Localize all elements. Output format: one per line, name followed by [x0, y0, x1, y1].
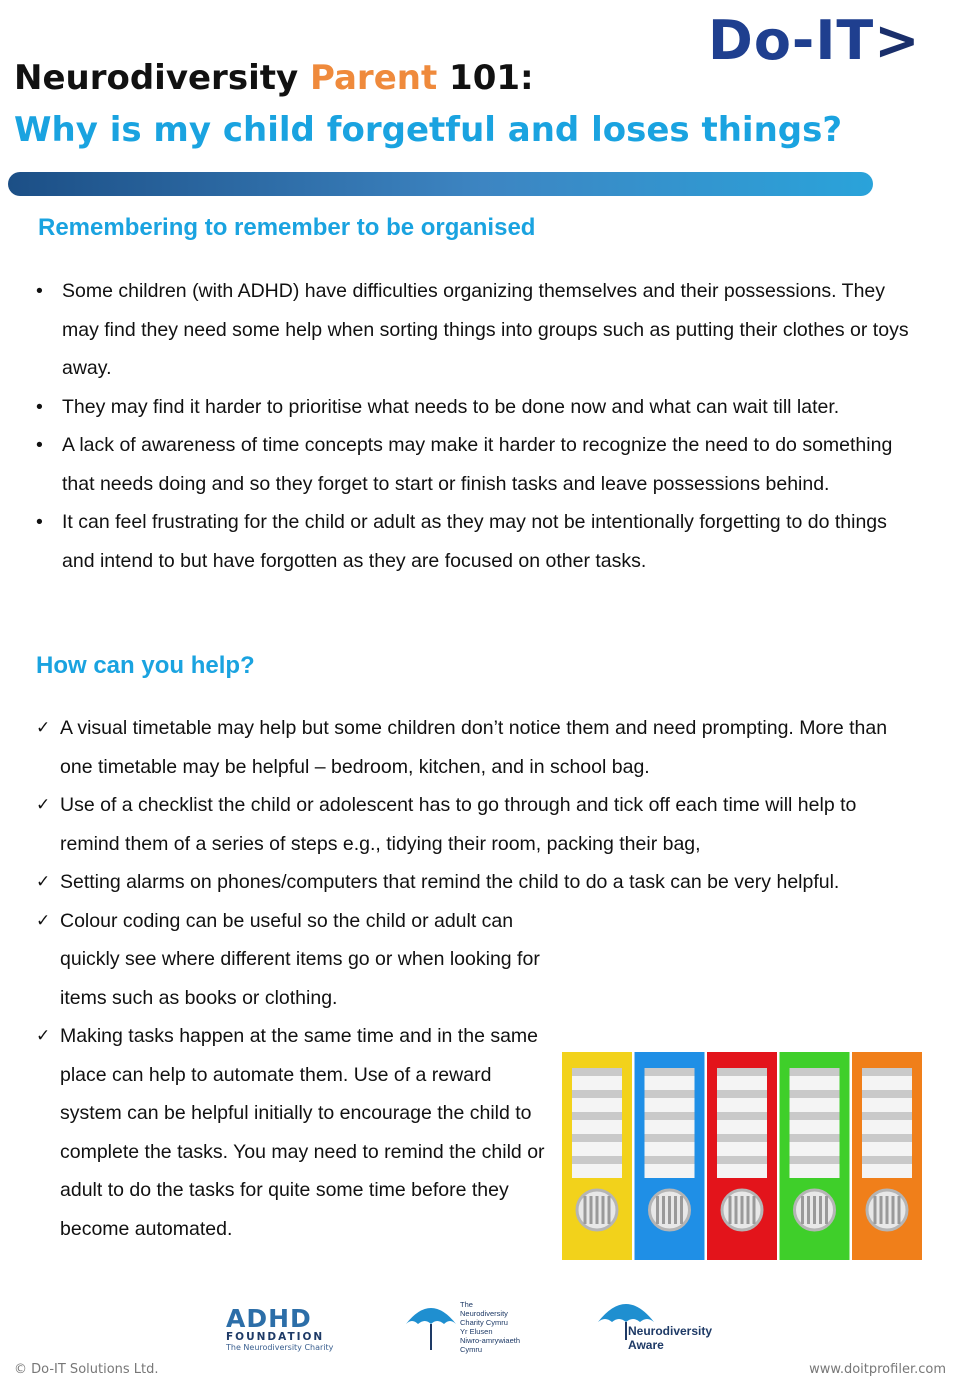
list-item: ✓ Use of a checklist the child or adolescent has to go through and tick off each time will help to remind them of a series of steps e.g., tidying their room, packing their bag,: [36, 786, 910, 863]
aware-logo-line: Neurodiversity: [628, 1324, 713, 1338]
list-item: • Some children (with ADHD) have difficulties organizing themselves and their possessions. They may find they need some help when sorting things into groups such as putting their clothes or toys away.: [36, 272, 916, 388]
binder: [852, 1052, 922, 1260]
difficulties-list: [36, 272, 916, 580]
section-heading-help: How can you help?: [36, 652, 255, 679]
website-link[interactable]: www.doitprofiler.com: [809, 1362, 946, 1377]
neurodiversity-aware-logo: [596, 1292, 713, 1352]
list-item: ✓ A visual timetable may help but some children don’t notice them and need prompting. More than one timetable may be helpful – bedroom, kitchen, and in school bag.: [36, 709, 910, 786]
charity-logo-line: The: [460, 1300, 473, 1309]
page-subtitle: Why is my child forgetful and loses things?: [14, 110, 843, 150]
title-part2: 101:: [437, 58, 534, 98]
list-item: • It can feel frustrating for the child or adult as they may not be intentionally forgetting to do things and intend to but have forgotten as they are focused on other tasks.: [36, 503, 916, 580]
adhd-logo-tagline: The Neurodiversity Charity: [226, 1343, 334, 1352]
neurodiversity-charity-cymru-logo: [404, 1298, 521, 1359]
list-item: • A lack of awareness of time concepts may make it harder to recognize the need to do something that needs doing and so they forget to start or finish tasks and leave possessions behind.: [36, 426, 916, 503]
binders-illustration: [562, 1052, 922, 1262]
charity-logo-text: [460, 1300, 550, 1354]
adhd-foundation-logo: [226, 1306, 333, 1352]
binder: [707, 1052, 777, 1260]
copyright-notice: © Do-IT Solutions Ltd.: [14, 1362, 159, 1377]
charity-logo-line: Charity Cymru: [460, 1318, 508, 1327]
list-item: ✓ Setting alarms on phones/computers that remind the child to do a task can be very helpful.: [36, 863, 910, 902]
section-heading-remembering: Remembering to remember to be organised: [38, 214, 536, 241]
aware-logo-text: [628, 1324, 738, 1352]
binder: [635, 1052, 705, 1260]
umbrella-icon: [404, 1298, 458, 1354]
logo-arrow: >: [874, 9, 921, 72]
do-it-logo: [708, 9, 921, 72]
logo-text: Do-IT: [708, 9, 875, 72]
title-part1: Neurodiversity: [14, 58, 310, 98]
aware-logo-line: Aware: [628, 1338, 664, 1352]
charity-logo-line: Neurodiversity: [460, 1309, 508, 1318]
footer-logos: [0, 1290, 960, 1360]
list-item: • They may find it harder to prioritise what needs to be done now and what can wait till later.: [36, 388, 916, 427]
header-divider-bar: [8, 172, 873, 196]
page-title: [14, 58, 534, 98]
list-item: ✓ Making tasks happen at the same time and in the same place can help to automate them. Use of a reward system can be helpful initially to encourage the child to complete the tasks. You may need to remind the child or adult to do the tasks for quite some time before they become automated.: [36, 1017, 550, 1248]
title-highlight: Parent: [309, 58, 438, 98]
list-item: ✓ Colour coding can be useful so the child or adult can quickly see where different items go or when looking for items such as books or clothing.: [36, 902, 550, 1018]
binder: [780, 1052, 850, 1260]
charity-logo-line: Yr Elusen: [460, 1327, 493, 1336]
binder: [562, 1052, 632, 1260]
charity-logo-line: Cymru: [460, 1345, 483, 1354]
adhd-logo-foundation: FOUNDATION: [226, 1331, 325, 1343]
charity-logo-line: Niwro-amrywiaeth: [460, 1336, 521, 1345]
adhd-logo-title: ADHD: [226, 1304, 312, 1333]
